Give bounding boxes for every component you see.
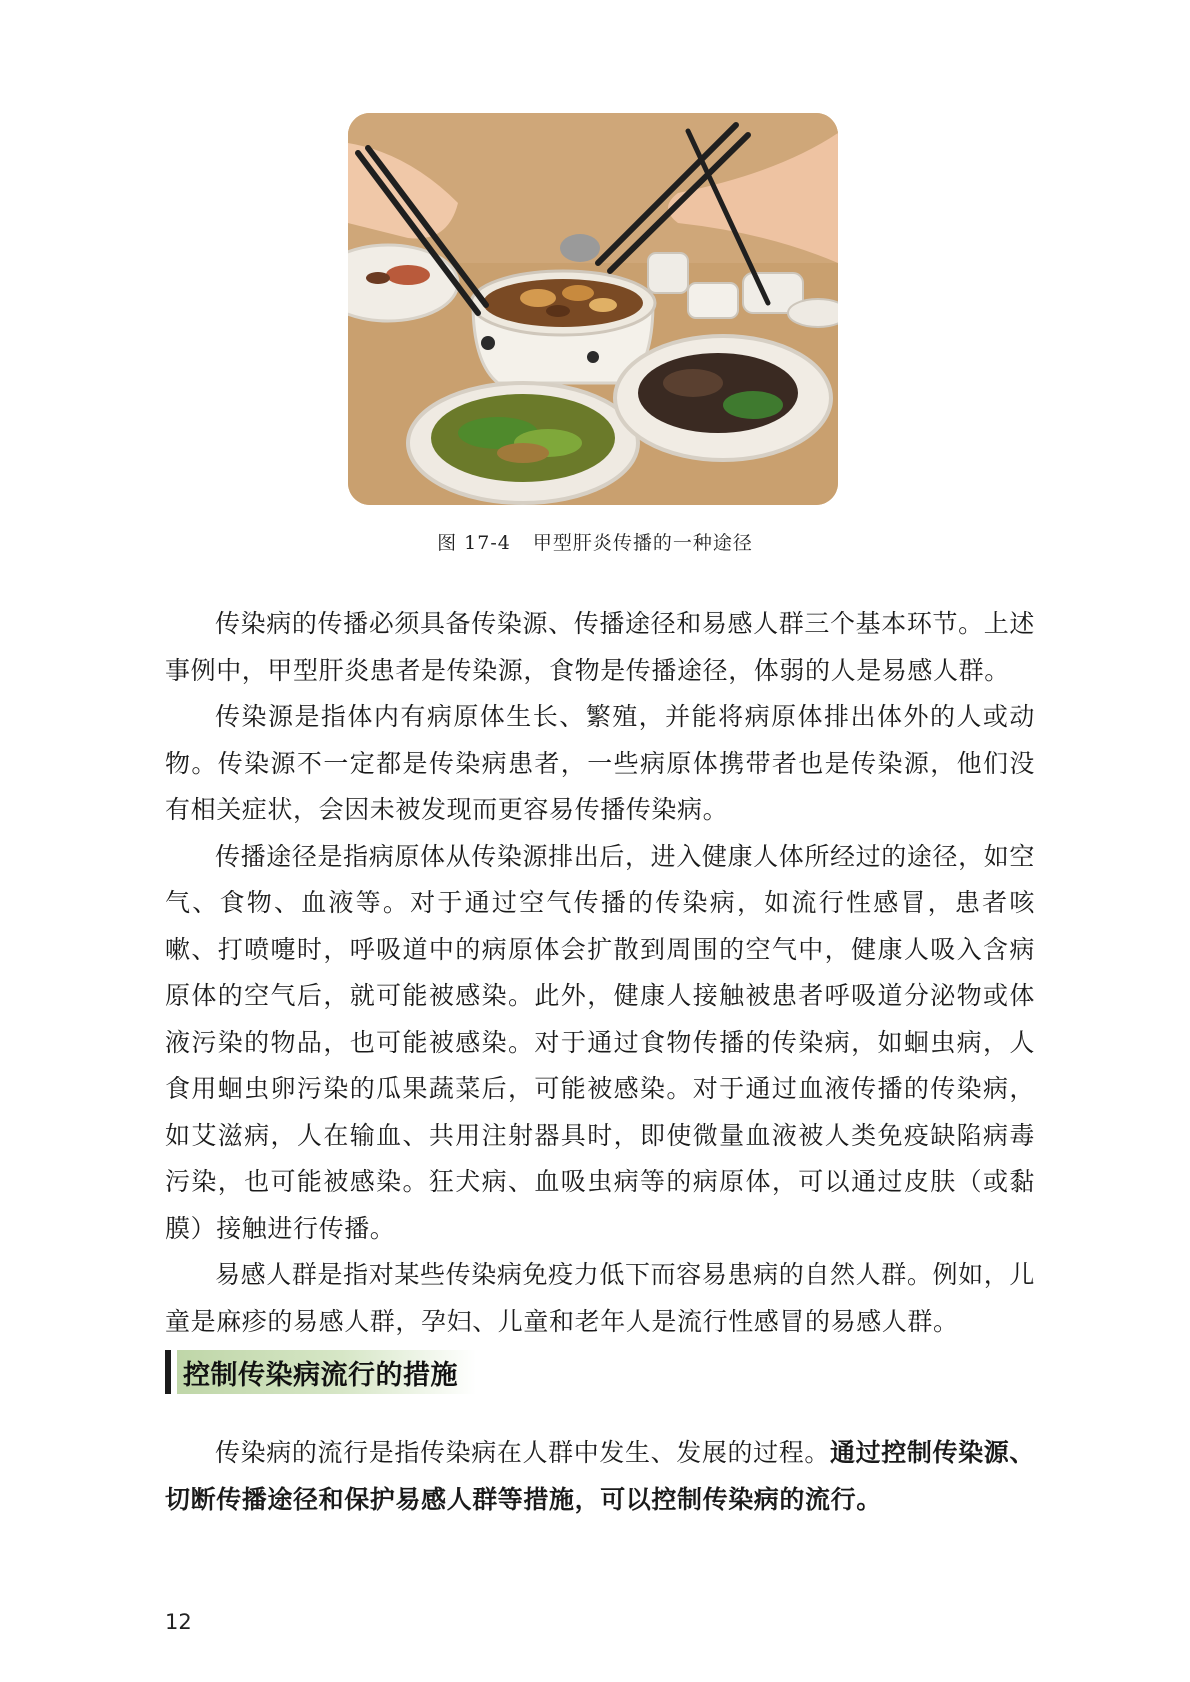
section-body (165, 1429, 1035, 1523)
page-number: 12 (165, 1610, 192, 1634)
paragraph-normal-text: 传染病的流行是指传染病在人群中发生、发展的过程。 (215, 1438, 831, 1467)
figure-number: 图 17-4 (437, 532, 511, 554)
section-title: 控制传染病流行的措施 (183, 1359, 458, 1391)
section-heading (165, 1348, 585, 1396)
figure-caption-text: 甲型肝炎传播的一种途径 (532, 532, 753, 554)
body-text (165, 601, 1035, 1345)
paragraph-epidemic-control (165, 1429, 1035, 1523)
paragraph-bold-text: 通过控制传染源、切断传播途径和保护易感人群等措施，可以控制传染病的流行。 (165, 1438, 1035, 1514)
paragraph-susceptible-population: 易感人群是指对某些传染病免疫力低下而容易患病的自然人群。例如，儿童是麻疹的易感人群，孕妇、儿童和老年人是流行性感冒的易感人群。 (165, 1260, 1035, 1336)
heading-band (177, 1350, 476, 1394)
figure-caption (0, 528, 1190, 555)
paragraph-transmission-route: 传播途径是指病原体从传染源排出后，进入健康人体所经过的途径，如空气、食物、血液等。对于通过空气传播的传染病，如流行性感冒，患者咳嗽、打喷嚏时，呼吸道中的病原体会扩散到周围的空气中，健康人吸入含病原体的空气后，就可能被感染。此外，健康人接触被患者呼吸道分泌物或体液污染的物品，也可能被感染。对于通过食物传播的传染病，如蛔虫病，人食用蛔虫卵污染的瓜果蔬菜后，可能被感染。对于通过血液传播的传染病，如艾滋病，人在输血、共用注射器具时，即使微量血液被人类免疫缺陷病毒污染，也可能被感染。狂犬病、血吸虫病等的病原体，可以通过皮肤（或黏膜）接触进行传播。 (165, 841, 1035, 1243)
figure-photo-shared-meal (348, 113, 838, 505)
paragraph-transmission-links: 传染病的传播必须具备传染源、传播途径和易感人群三个基本环节。上述事例中，甲型肝炎患者是传染源，食物是传播途径，体弱的人是易感人群。 (165, 609, 1035, 685)
paragraph-infection-source: 传染源是指体内有病原体生长、繁殖，并能将病原体排出体外的人或动物。传染源不一定都是传染病患者，一些病原体携带者也是传染源，他们没有相关症状，会因未被发现而更容易传播传染病。 (165, 702, 1035, 824)
heading-bar (165, 1350, 171, 1394)
meal-illustration (348, 113, 838, 505)
